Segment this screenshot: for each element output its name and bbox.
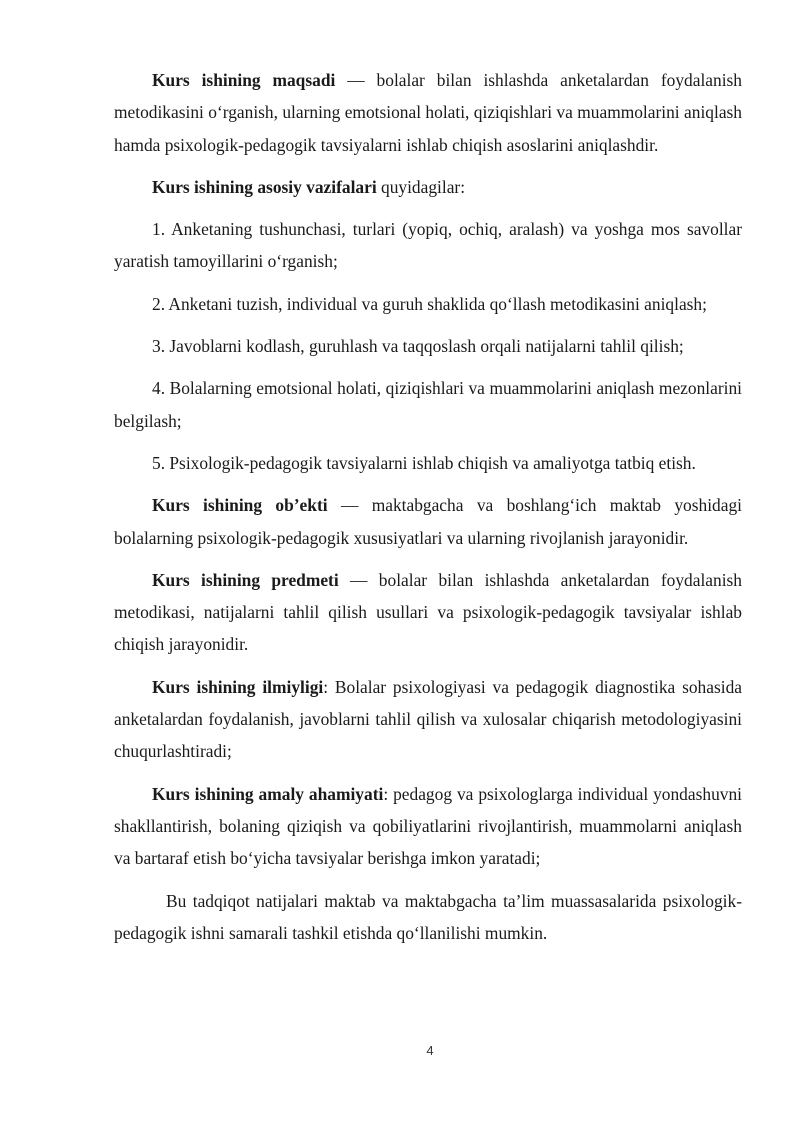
paragraph-subject — [114, 564, 742, 661]
paragraph-goal-label: Kurs ishining maqsadi — [152, 70, 336, 90]
paragraph-scientific-novelty-label: Kurs ishining ilmiyligi — [152, 676, 324, 697]
paragraph-practical-significance-label: Kurs ishining amaly ahamiyati — [152, 783, 384, 804]
paragraph-tasks-text: quyidagilar: — [376, 176, 466, 197]
paragraph-subject-label: Kurs ishining predmeti — [152, 569, 339, 590]
paragraph-object — [114, 489, 742, 554]
task-item-2: 2. Anketani tuzish, individual va guruh shaklida qo‘llash metodikasini aniqlash; — [152, 293, 707, 314]
task-item-1: 1. Anketaning tushunchasi, turlari (yopiq, ochiq, aralash) va yoshga mos savollar yaratish tamoyillarini o‘rganish; — [114, 219, 742, 272]
paragraph-practical-significance — [114, 778, 742, 875]
paragraph-practical-significance-text: : pedagog va psixologlarga individual yondashuvni shakllantirish, bolaning qiziqish va qobiliyatlarini rivojlantirish, muammolarni aniqlash va bartaraf etish bo‘yicha tavsiyalar berishga imkon yaratadi; — [114, 783, 742, 869]
paragraph-scientific-novelty-text: : Bolalar psixologiyasi va pedagogik diagnostika sohasida anketalardan foydalanish, javoblarni tahlil qilish va xulosalar chiqarish metodologiyasini chuqurlashtiradi; — [114, 676, 742, 762]
paragraph-scientific-novelty — [114, 671, 742, 768]
paragraph-tasks-intro — [114, 171, 742, 203]
task-item-5: 5. Psixologik-pedagogik tavsiyalarni ishlab chiqish va amaliyotga tatbiq etish. — [152, 452, 696, 473]
paragraph-goal — [114, 64, 742, 161]
paragraph-object-label: Kurs ishining ob’ekti — [152, 495, 328, 516]
paragraph-subject-text: — bolalar bilan ishlashda anketalardan foydalanish metodikasi, natijalarni tahlil qilish usullari va psixologik-pedagogik tavsiyalar ishlab chiqish jarayonidir. — [114, 569, 742, 655]
page-number: 4 — [426, 1043, 434, 1058]
task-item-3: 3. Javoblarni kodlash, guruhlash va taqqoslash orqali natijalarni tahlil qilish; — [152, 336, 684, 357]
paragraph-application: Bu tadqiqot natijalari maktab va maktabgacha ta’lim muassasalarida psixologik-pedagogik ishni samarali tashkil etishda qo‘llanilishi mumkin. — [114, 890, 742, 943]
paragraph-tasks-label: Kurs ishining asosiy vazifalari — [152, 176, 377, 197]
document-body — [114, 64, 742, 959]
task-item-4: 4. Bolalarning emotsional holati, qiziqishlari va muammolarini aniqlash mezonlarini belgilash; — [114, 378, 742, 431]
paragraph-object-text: — maktabgacha va boshlang‘ich maktab yoshidagi bolalarning psixologik-pedagogik xususiyatlari va ularning rivojlanish jarayonidir. — [114, 495, 742, 548]
paragraph-goal-text: — bolalar bilan ishlashda anketalardan foydalanish metodikasini o‘rganish, ularning emotsional holati, qiziqishlari va muammolarini aniqlash hamda psixologik-pedagogik tavsiyalarni ishlab chiqish asoslarini aniqlashdir. — [114, 70, 742, 155]
